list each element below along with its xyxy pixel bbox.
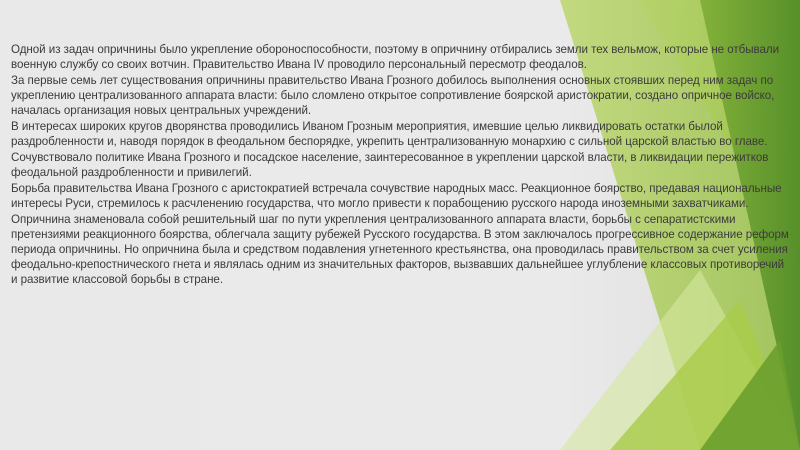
paragraph: Борьба правительства Ивана Грозного с аристократией встречала сочувствие народных масс. Реакционное боярство, предавая национальные интересы Руси, стремилось к расчленению государства, что могло привести к порабощению русского народа иноземными захватчиками. (11, 182, 782, 210)
paragraph: Опричнина знаменовала собой решительный шаг по пути укрепления централизованного аппарата власти, борьбы с сепаратистскими претензиями реакционного боярства, облегчала защиту рубежей Русского государства. В этом заключалось прогрессивное содержание реформ периода опричнины. Но опричнина была и средством подавления угнетенного крестьянства, она проводилась правительством за счет усиления феодально-крепостнического гнета и являлась одним из значительных факторов, вызвавших дальнейшее углубление классовых противоречий и развитие классовой борьбы в стране. (11, 213, 789, 286)
paragraph: За первые семь лет существования опричнины правительство Ивана Грозного добилось выполнения основных стоявших перед ним задач по укреплению централизованного аппарата власти: было сломлено открытое сопротивление боярской аристократии, создано опричное войско, началась организация новых центральных учреждений. (11, 74, 775, 117)
paragraph: Одной из задач опричнины было укрепление обороноспособности, поэтому в опричнину отбирались земли тех вельмож, которые не отбывали военную службу со своих вотчин. Правительство Ивана IV проводило персональный пересмотр феодалов. (11, 43, 780, 71)
slide-text (11, 42, 789, 288)
paragraph: В интересах широких кругов дворянства проводились Иваном Грозным мероприятия, имевшие целью ликвидировать остатки былой раздробленности и, наводя порядок в феодальном беспорядке, укрепить централизованную монархию с сильной царской властью во главе. (11, 120, 768, 148)
paragraph: Сочувствовало политике Ивана Грозного и посадское население, заинтересованное в укреплении царской власти, в ликвидации пережитков феодальной раздробленности и привилегий. (11, 151, 769, 179)
